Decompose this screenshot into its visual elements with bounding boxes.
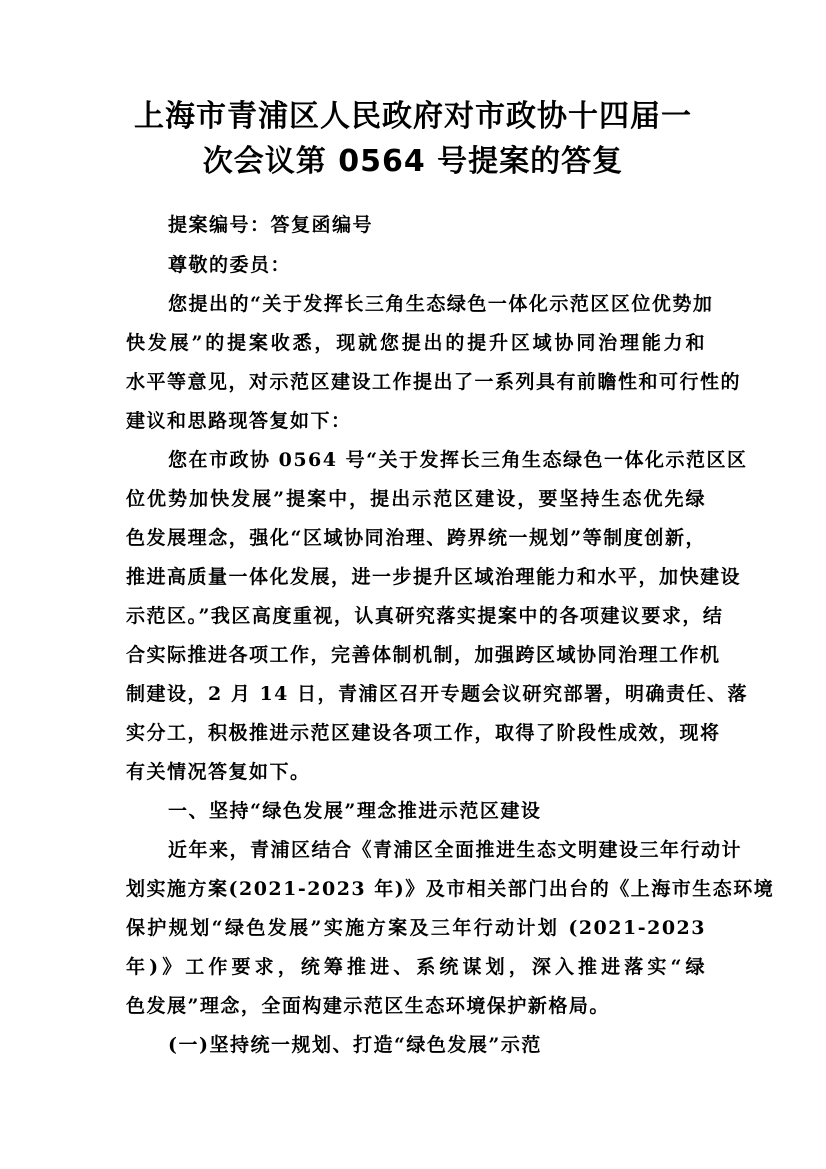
- document-title-line-2: 次会议第 0564 号提案的答复: [202, 144, 624, 179]
- paragraph-line: 色发展理念，强化“区域协同治理、跨界统一规划”等制度创新，: [126, 527, 706, 549]
- paragraph-line: 您提出的“关于发挥长三角生态绿色一体化示范区区位优势加: [168, 293, 714, 315]
- paragraph-line: 您在市政协 0564 号“关于发挥长三角生态绿色一体化示范区区: [168, 449, 748, 471]
- paragraph-line: 近年来，青浦区结合《青浦区全面推进生态文明建设三年行动计: [168, 839, 743, 861]
- paragraph-line: 位优势加快发展”提案中，提出示范区建设，要坚持生态优先绿: [126, 488, 706, 510]
- document-title-line-1: 上海市青浦区人民政府对市政协十四届一: [134, 99, 692, 134]
- paragraph-line: 年)》工作要求，统筹推进、系统谋划，深入推进落实“绿: [126, 956, 706, 978]
- paragraph-line: 制建设，2 月 14 日，青浦区召开专题会议研究部署，明确责任、落: [126, 683, 749, 705]
- paragraph-line: 色发展”理念，全面构建示范区生态环境保护新格局。: [126, 995, 610, 1017]
- paragraph-line: 建议和思路现答复如下：: [126, 410, 352, 432]
- paragraph-line: 合实际推进各项工作，完善体制机制，加强跨区域协同治理工作机: [126, 644, 721, 666]
- paragraph-line: 保护规划“绿色发展”实施方案及三年行动计划 (2021-2023: [126, 917, 706, 939]
- paragraph-line: 快发展”的提案收悉，现就您提出的提升区域协同治理能力和: [126, 332, 706, 354]
- paragraph-line: 提案编号：答复函编号: [168, 214, 374, 236]
- paragraph-line: 划实施方案(2021-2023 年)》及市相关部门出台的《上海市生态环境: [126, 878, 775, 900]
- paragraph-line: 推进高质量一体化发展，进一步提升区域治理能力和水平，加快建设: [126, 566, 742, 588]
- paragraph-line: 水平等意见，对示范区建设工作提出了一系列具有前瞻性和可行性的: [126, 371, 742, 393]
- paragraph-line: 尊敬的委员：: [168, 254, 292, 276]
- paragraph-line: 有关情况答复如下。: [126, 761, 311, 783]
- paragraph-line: 实分工，积极推进示范区建设各项工作，取得了阶段性成效，现将: [126, 722, 721, 744]
- paragraph-line: (一)坚持统一规划、打造“绿色发展”示范: [168, 1034, 542, 1056]
- paragraph-line: 一、坚持“绿色发展”理念推进示范区建设: [168, 800, 542, 822]
- paragraph-line: 示范区。”我区高度重视，认真研究落实提案中的各项建议要求，结: [126, 605, 724, 627]
